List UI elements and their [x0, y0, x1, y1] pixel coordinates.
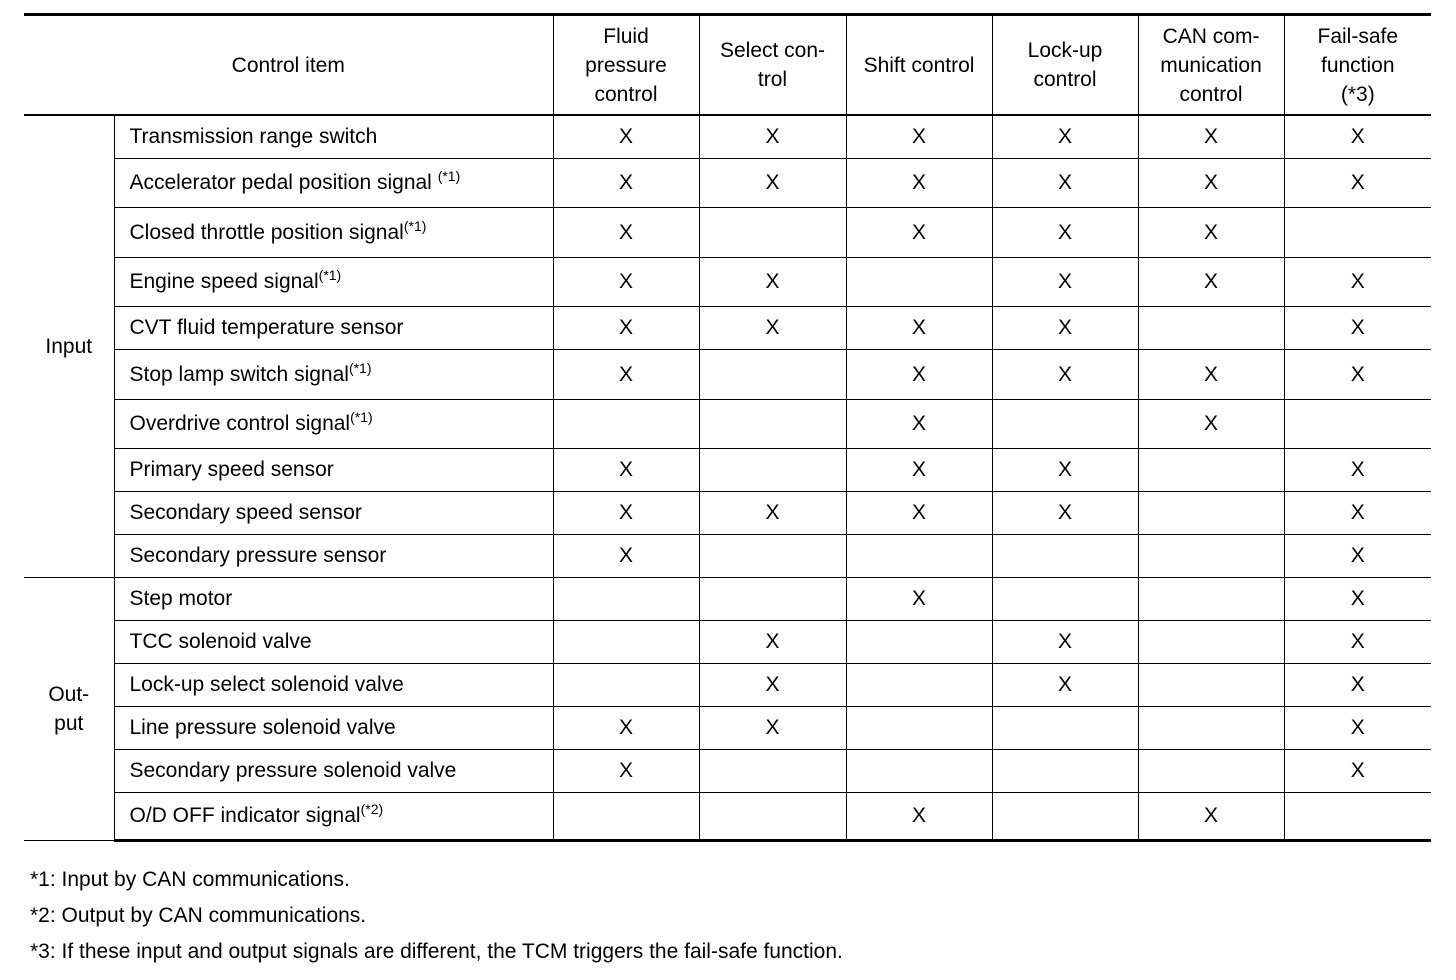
control-item-name — [114, 663, 553, 706]
mark-cell: X — [699, 115, 846, 158]
mark-cell: X — [846, 577, 992, 620]
mark-cell: X — [1284, 620, 1431, 663]
control-item-name — [114, 115, 553, 158]
mark-cell — [846, 257, 992, 306]
column-header: Lock-up control — [992, 15, 1138, 116]
mark-cell: X — [992, 491, 1138, 534]
mark-cell — [992, 577, 1138, 620]
mark-cell — [699, 207, 846, 257]
mark-cell: X — [1284, 158, 1431, 207]
mark-cell: X — [846, 792, 992, 840]
table-row — [24, 620, 1431, 663]
mark-cell: X — [992, 663, 1138, 706]
mark-cell: X — [699, 306, 846, 349]
mark-cell — [699, 349, 846, 399]
mark-cell — [699, 399, 846, 448]
mark-cell: X — [1284, 491, 1431, 534]
footnote-ref: (*1) — [348, 359, 372, 376]
table-row — [24, 257, 1431, 306]
mark-cell — [699, 534, 846, 577]
column-header: CAN com- munication control — [1138, 15, 1284, 116]
mark-cell: X — [992, 158, 1138, 207]
mark-cell: X — [1138, 792, 1284, 840]
table-row — [24, 207, 1431, 257]
item-label: Secondary pressure solenoid valve — [129, 759, 457, 782]
mark-cell — [699, 577, 846, 620]
mark-cell: X — [992, 115, 1138, 158]
table-row — [24, 706, 1431, 749]
table-row — [24, 306, 1431, 349]
control-item-name — [114, 306, 553, 349]
footnote-ref: (*1) — [318, 267, 342, 283]
mark-cell — [553, 577, 699, 620]
mark-cell: X — [1138, 115, 1284, 158]
mark-cell: X — [553, 706, 699, 749]
mark-cell: X — [992, 207, 1138, 257]
mark-cell: X — [553, 534, 699, 577]
mark-cell: X — [1284, 749, 1431, 792]
control-item-name — [114, 399, 553, 448]
mark-cell — [699, 749, 846, 792]
item-label: TCC solenoid valve — [129, 630, 312, 653]
table-row — [24, 399, 1431, 448]
mark-cell: X — [992, 349, 1138, 399]
control-item-name — [114, 207, 553, 257]
mark-cell — [846, 620, 992, 663]
mark-cell: X — [553, 306, 699, 349]
table-row — [24, 158, 1431, 207]
mark-cell — [992, 399, 1138, 448]
item-label: Engine speed signal — [129, 270, 319, 293]
mark-cell: X — [846, 306, 992, 349]
mark-cell: X — [1138, 158, 1284, 207]
mark-cell — [553, 792, 699, 840]
item-label: Line pressure solenoid valve — [129, 716, 396, 739]
mark-cell — [1138, 491, 1284, 534]
table-row — [24, 663, 1431, 706]
mark-cell — [1138, 448, 1284, 491]
control-item-name — [114, 706, 553, 749]
mark-cell: X — [1138, 207, 1284, 257]
item-label: Primary speed sensor — [129, 458, 334, 481]
footnote-ref: (*1) — [437, 168, 461, 184]
table-row — [24, 349, 1431, 399]
mark-cell: X — [1284, 577, 1431, 620]
mark-cell: X — [846, 399, 992, 448]
table-row — [24, 749, 1431, 792]
mark-cell: X — [1138, 257, 1284, 306]
control-item-name — [114, 448, 553, 491]
mark-cell: X — [553, 158, 699, 207]
mark-cell — [1138, 663, 1284, 706]
mark-cell: X — [699, 491, 846, 534]
item-label: Accelerator pedal position signal — [129, 171, 438, 194]
control-items-table — [24, 13, 1431, 842]
mark-cell: X — [553, 491, 699, 534]
item-label: CVT fluid temperature sensor — [129, 316, 404, 339]
mark-cell: X — [553, 207, 699, 257]
item-label: Lock-up select solenoid valve — [129, 673, 404, 696]
mark-cell: X — [992, 306, 1138, 349]
mark-cell — [992, 534, 1138, 577]
mark-cell: X — [553, 349, 699, 399]
mark-cell: X — [846, 115, 992, 158]
mark-cell: X — [1284, 306, 1431, 349]
group-label-input: Input — [24, 115, 114, 577]
mark-cell: X — [1284, 115, 1431, 158]
column-header: Shift control — [846, 15, 992, 116]
mark-cell: X — [699, 663, 846, 706]
control-item-name — [114, 257, 553, 306]
column-header: Fluid pressure control — [553, 15, 699, 116]
item-label: Step motor — [129, 587, 233, 610]
mark-cell — [1138, 577, 1284, 620]
mark-cell: X — [553, 749, 699, 792]
footnote-ref: (*1) — [403, 217, 427, 234]
mark-cell: X — [1284, 534, 1431, 577]
mark-cell — [1284, 399, 1431, 448]
table-row — [24, 491, 1431, 534]
item-label: Secondary speed sensor — [129, 501, 362, 524]
item-label: Secondary pressure sensor — [129, 544, 387, 567]
item-label: O/D OFF indicator signal — [129, 804, 361, 827]
control-item-header: Control item — [24, 15, 553, 116]
header-row — [24, 15, 1431, 116]
item-label: Stop lamp switch signal — [129, 362, 349, 386]
mark-cell — [1138, 534, 1284, 577]
mark-cell — [553, 663, 699, 706]
mark-cell: X — [1138, 349, 1284, 399]
mark-cell: X — [1284, 663, 1431, 706]
mark-cell — [1138, 620, 1284, 663]
control-item-name — [114, 792, 553, 840]
control-item-name — [114, 534, 553, 577]
mark-cell — [992, 749, 1138, 792]
mark-cell — [992, 706, 1138, 749]
table-row — [24, 577, 1431, 620]
mark-cell — [1284, 207, 1431, 257]
mark-cell: X — [553, 257, 699, 306]
table-row — [24, 448, 1431, 491]
mark-cell: X — [699, 706, 846, 749]
column-header: Fail-safe function (*3) — [1284, 15, 1431, 116]
mark-cell — [846, 663, 992, 706]
mark-cell — [1138, 306, 1284, 349]
column-header: Select con- trol — [699, 15, 846, 116]
mark-cell — [846, 749, 992, 792]
mark-cell: X — [1284, 349, 1431, 399]
control-item-name — [114, 158, 553, 207]
mark-cell — [699, 448, 846, 491]
item-label: Overdrive control signal — [129, 412, 351, 435]
control-item-name — [114, 749, 553, 792]
mark-cell: X — [553, 115, 699, 158]
mark-cell — [699, 792, 846, 840]
mark-cell: X — [699, 620, 846, 663]
mark-cell: X — [1284, 257, 1431, 306]
mark-cell — [1138, 706, 1284, 749]
mark-cell: X — [992, 448, 1138, 491]
footnote-ref: (*2) — [360, 801, 384, 817]
mark-cell: X — [1138, 399, 1284, 448]
mark-cell — [846, 706, 992, 749]
mark-cell — [553, 620, 699, 663]
mark-cell: X — [846, 448, 992, 491]
control-item-name — [114, 491, 553, 534]
mark-cell: X — [846, 158, 992, 207]
control-item-name — [114, 577, 553, 620]
mark-cell — [992, 792, 1138, 840]
control-item-name — [114, 349, 553, 399]
mark-cell — [553, 399, 699, 448]
mark-cell — [1284, 792, 1431, 840]
mark-cell: X — [699, 257, 846, 306]
mark-cell — [1138, 749, 1284, 792]
mark-cell: X — [1284, 448, 1431, 491]
footnote-ref: (*1) — [350, 409, 373, 425]
mark-cell: X — [699, 158, 846, 207]
mark-cell: X — [846, 491, 992, 534]
mark-cell — [846, 534, 992, 577]
footnote: *3: If these input and output signals are different, the TCM triggers the fail-safe function. — [30, 940, 843, 963]
table-row — [24, 534, 1431, 577]
item-label: Transmission range switch — [129, 125, 378, 149]
table-row — [24, 115, 1431, 158]
control-item-name — [114, 620, 553, 663]
mark-cell: X — [553, 448, 699, 491]
mark-cell: X — [846, 349, 992, 399]
footnote: *1: Input by CAN communications. — [30, 868, 350, 891]
group-label-output: Out- put — [24, 577, 114, 840]
mark-cell: X — [1284, 706, 1431, 749]
table-row — [24, 792, 1431, 840]
footnote: *2: Output by CAN communications. — [30, 904, 367, 927]
mark-cell: X — [846, 207, 992, 257]
item-label: Closed throttle position signal — [129, 220, 404, 244]
footnotes — [30, 866, 843, 974]
mark-cell: X — [992, 620, 1138, 663]
mark-cell: X — [992, 257, 1138, 306]
